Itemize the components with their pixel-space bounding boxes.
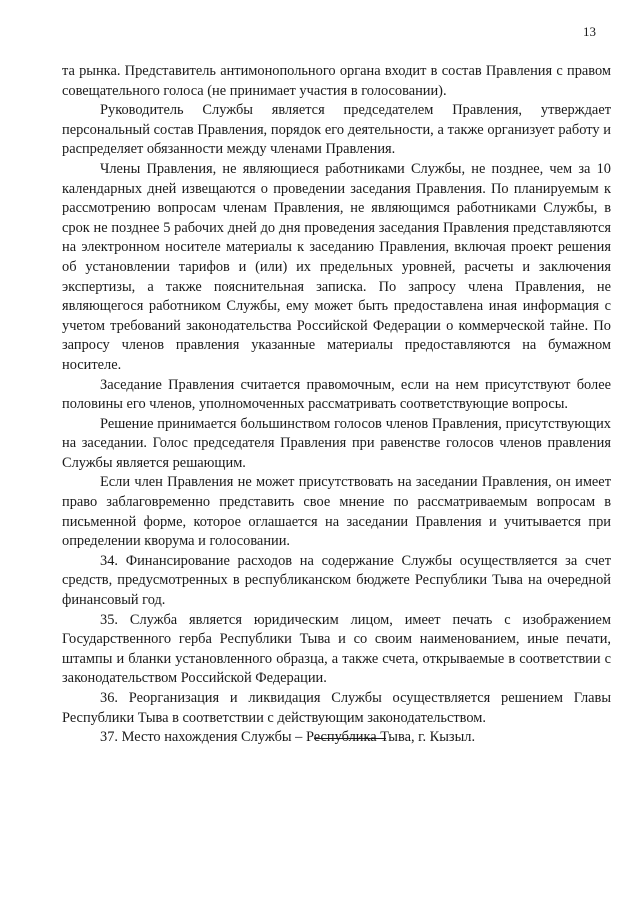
paragraph-item-35: 35. Служба является юридическим лицом, имеет печать с изображением Государственного герба Республики Тыва и со своим наименованием, иные печати, штампы и бланки установленного образца, а также счета, открываемые в соответствии с законодательством Российской Федерации. <box>62 611 611 687</box>
paragraph-item-37: 37. Место нахождения Службы – Республика Тыва, г. Кызыл. <box>100 729 476 746</box>
page-number: 13 <box>583 24 596 39</box>
paragraph-chairman: Руководитель Службы является председателем Правления, утверждает персональный состав Правления, порядок его деятельности, а также организует работу и распределяет обязанности между членами Правления. <box>62 102 611 158</box>
paragraph-absent-member: Если член Правления не может присутствовать на заседании Правления, он имеет право заблаговременно представить свое мнение по рассматриваемым вопросам в письменной форме, которое оглашается на заседании Правления и учитывается при определении кворума и голосовании. <box>62 474 611 550</box>
paragraph-quorum: Заседание Правления считается правомочным, если на нем присутствуют более половины его членов, уполномоченных рассматривать соответствующие вопросы. <box>62 376 611 413</box>
paragraph-board-members: Члены Правления, не являющиеся работниками Службы, не позднее, чем за 10 календарных дней извещаются о проведении заседания Правления. По планируемым к рассмотрению вопросам членам Правления, не являющимся работниками Службы, в срок не позднее 5 рабочих дней до дня проведения заседания Правления представляются на электронном носителе материалы к заседанию Правления, включая проект решения об установлении тарифов и (или) их предельных уровней, расчеты и заключения экспертизы, а также пояснительная записка. По запросу члена Правления, не являющегося работником Службы, ему может быть предоставлена иная информация с учетом требований законодательства Российской Федерации о коммерческой тайне. По запросу членов правления указанные материалы предоставляются на бумажном носителе. <box>62 160 611 373</box>
paragraph-item-36: 36. Реорганизация и ликвидация Службы осуществляется решением Главы Республики Тыва в соответствии с действующим законодательством. <box>62 690 611 726</box>
end-of-document-rule <box>314 738 386 739</box>
paragraph-voting: Решение принимается большинством голосов членов Правления, присутствующих на заседании. Голос председателя Правления при равенстве голосов членов правления Службы является решающим. <box>62 415 611 471</box>
paragraph-continuation: та рынка. Представитель антимонопольного органа входит в состав Правления с правом совещательного голоса (не принимает участия в голосовании). <box>62 63 611 99</box>
document-body <box>62 62 611 748</box>
paragraph-item-34: 34. Финансирование расходов на содержание Службы осуществляется за счет средств, предусмотренных в республиканском бюджете Республики Тыва на очередной финансовый год. <box>62 552 611 609</box>
